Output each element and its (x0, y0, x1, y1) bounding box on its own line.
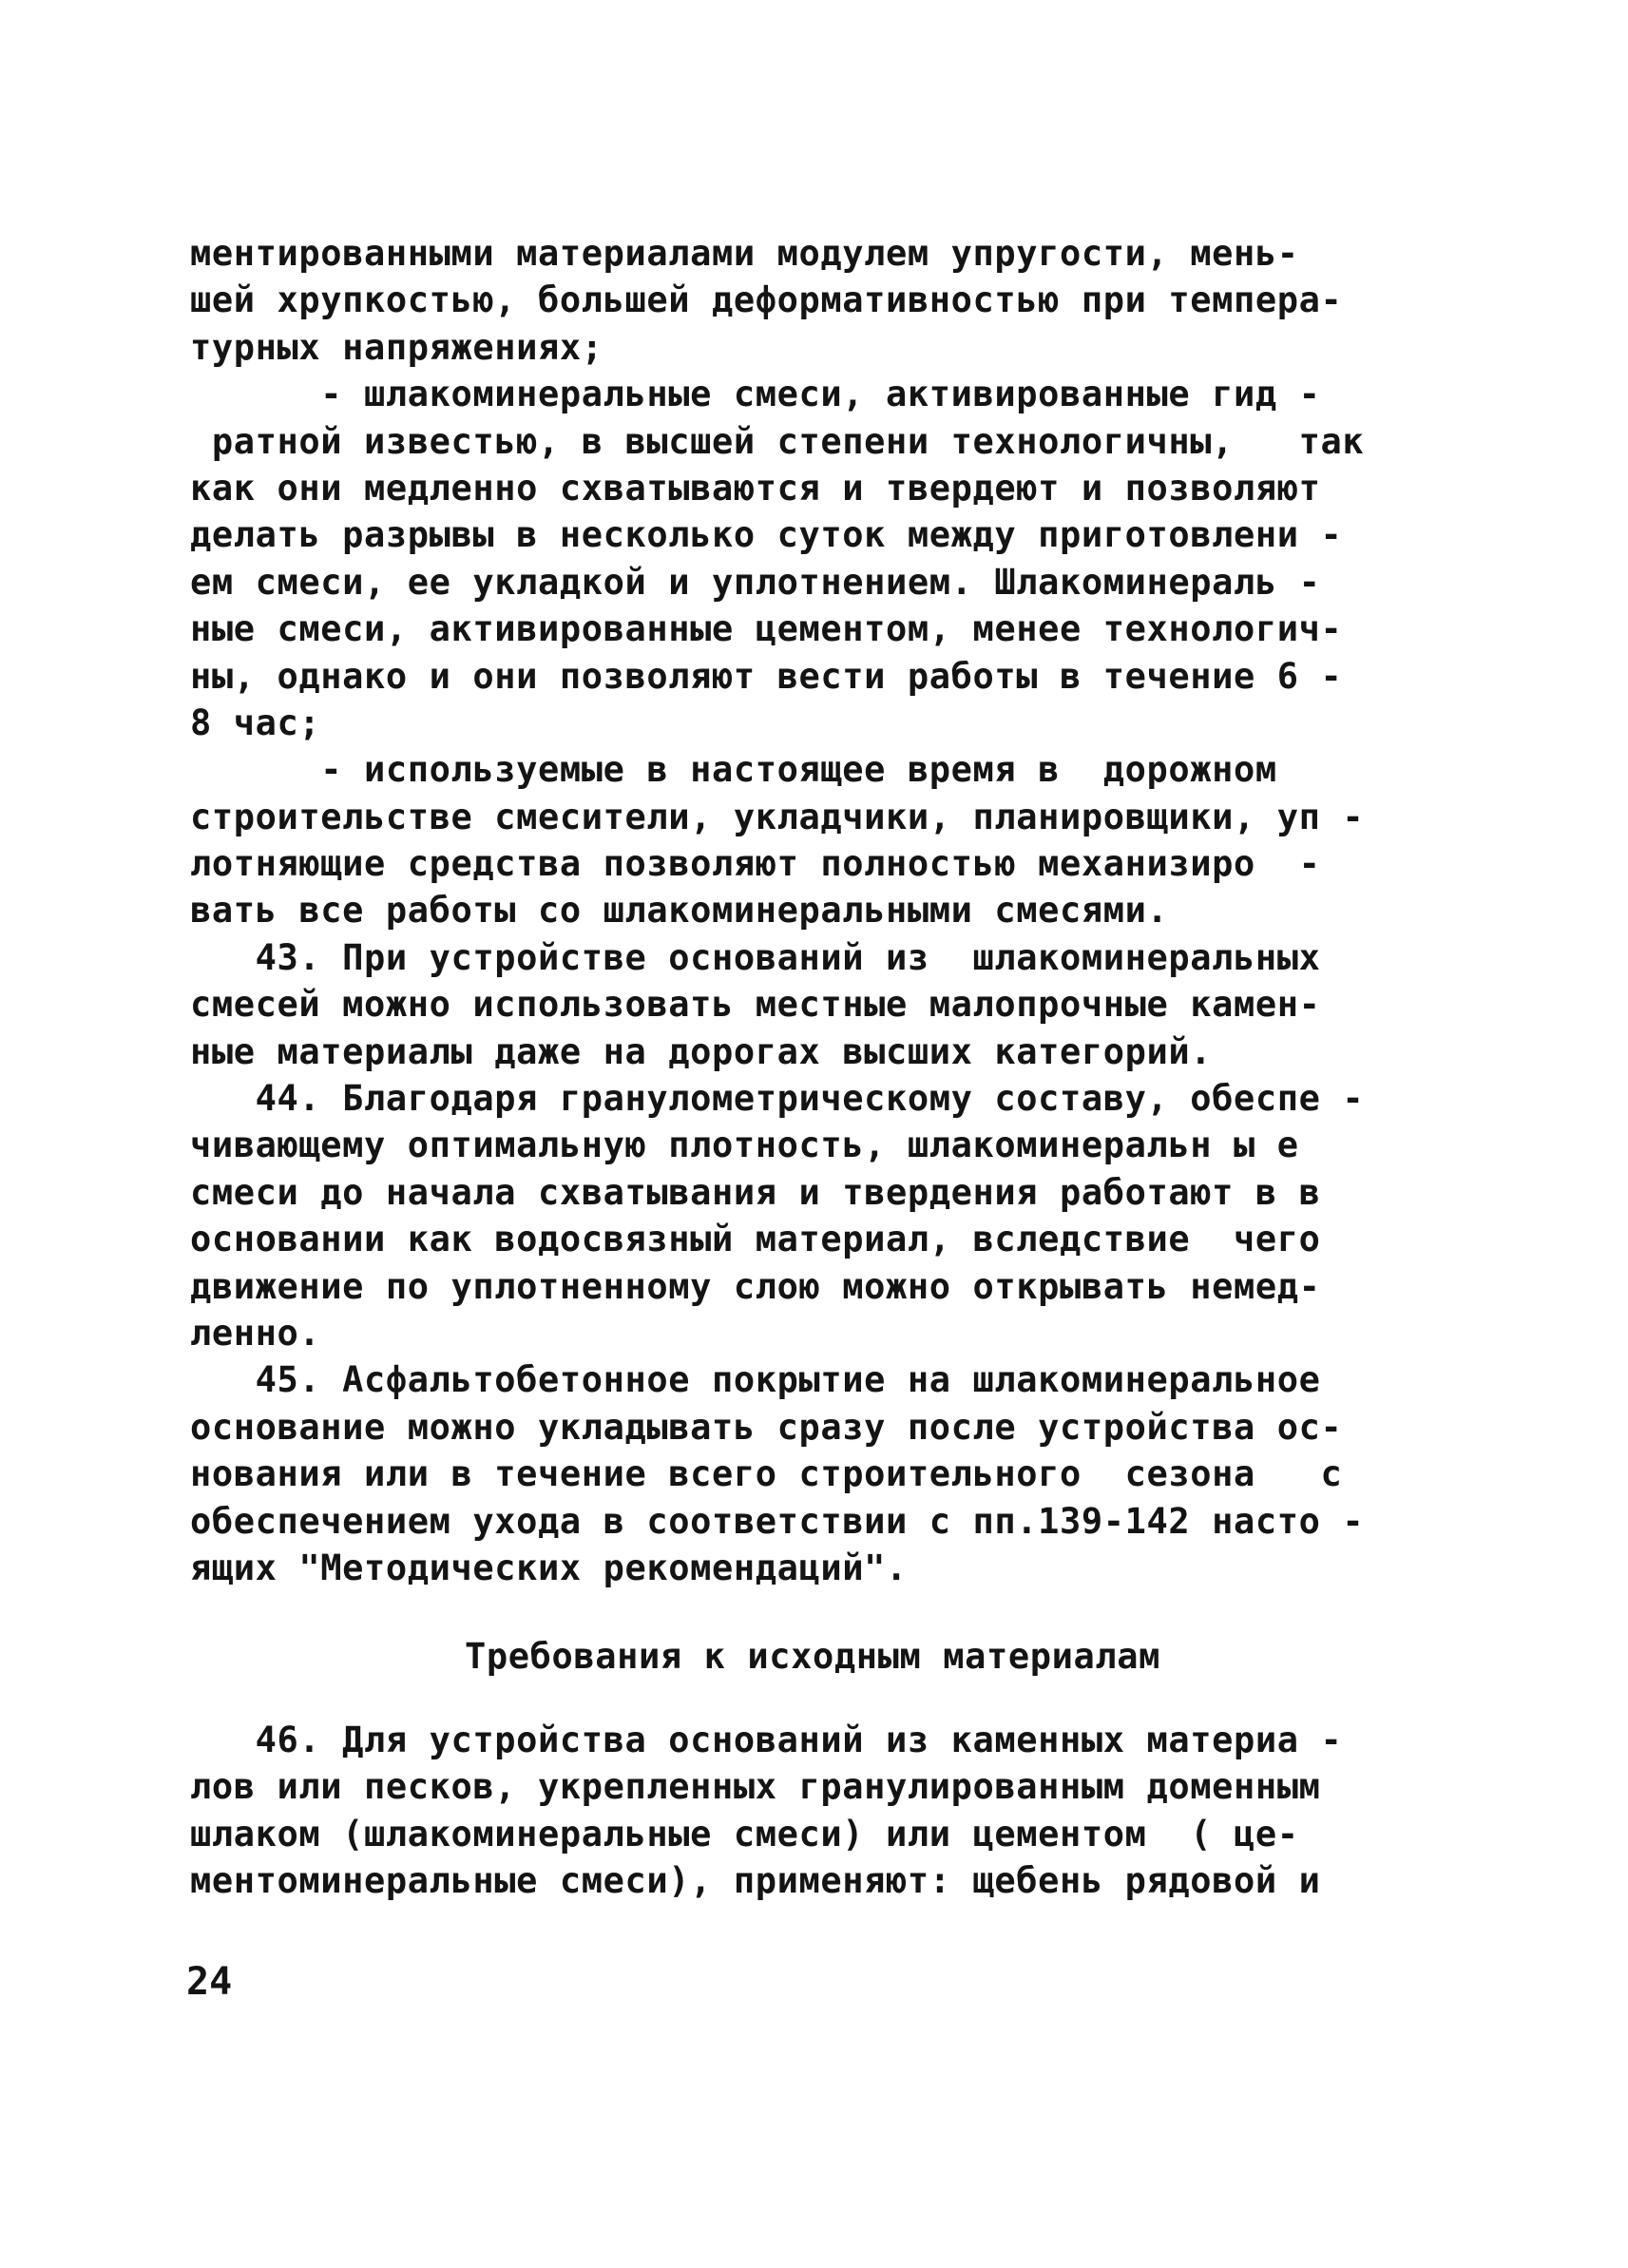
text-line: вать все работы со шлакоминеральными смесями. (190, 890, 1169, 932)
text-line: шлаком (шлакоминеральные смеси) или цементом ( це- (190, 1813, 1299, 1855)
text-line: ящих "Методических рекомендаций". (190, 1547, 908, 1588)
text-line: ментированными материалами модулем упругости, мень- (190, 233, 1299, 274)
text-line: делать разрывы в несколько суток между приготовлени - (190, 514, 1343, 556)
text-line: 45. Асфальтобетонное покрытие на шлакоминеральное (190, 1359, 1321, 1401)
text-line: ратной известью, в высшей степени технологичны, так (190, 420, 1365, 462)
text-line: ные материалы даже на дорогах высших категорий. (190, 1030, 1213, 1072)
section-heading: Требования к исходным материалам (464, 1636, 1161, 1678)
page-number: 24 (186, 1960, 233, 2004)
paragraph-block-2 (190, 1717, 1435, 1905)
text-line: - шлакоминеральные смеси, активированные гид - (190, 374, 1321, 415)
body-text (190, 230, 1435, 1904)
text-line: чивающему оптимальную плотность, шлакоминеральн ы е (190, 1124, 1299, 1166)
text-line: лотняющие средства позволяют полностью механизиро - (190, 843, 1321, 885)
text-line: нования или в течение всего строительного сезона с (190, 1453, 1343, 1495)
text-line: строительстве смесители, укладчики, планировщики, уп - (190, 796, 1365, 837)
text-line: ментоминеральные смеси), применяют: щебень рядовой и (190, 1859, 1321, 1901)
text-line: турных напряжениях; (190, 326, 603, 368)
text-line: ем смеси, ее укладкой и уплотнением. Шлакоминераль - (190, 561, 1321, 603)
text-line: 43. При устройстве оснований из шлакоминеральных (190, 936, 1321, 978)
text-line: - используемые в настоящее время в дорожном (190, 749, 1277, 791)
text-line: 46. Для устройства оснований из каменных материа - (190, 1719, 1343, 1760)
text-line: основании как водосвязный материал, вследствие чего (190, 1219, 1321, 1260)
text-line: обеспечением ухода в соответствии с пп.139-142 насто - (190, 1500, 1365, 1542)
text-line: 8 час; (190, 702, 321, 743)
spacer (190, 1591, 1435, 1633)
text-line: ны, однако и они позволяют вести работы в течение 6 - (190, 655, 1343, 697)
text-line: смеси до начала схватывания и твердения работают в в (190, 1171, 1321, 1213)
text-line: смесей можно использовать местные малопрочные камен- (190, 984, 1321, 1026)
text-line: основание можно укладывать сразу после устройства ос- (190, 1406, 1343, 1448)
text-line: 44. Благодаря гранулометрическому составу, обеспе - (190, 1078, 1365, 1120)
text-line: движение по уплотненному слою можно открывать немед- (190, 1265, 1321, 1307)
text-line: шей хрупкостью, большей деформативностью при темпера- (190, 279, 1343, 321)
text-line: ные смеси, активированные цементом, менее технологич- (190, 608, 1343, 650)
text-line: ленно. (190, 1312, 321, 1354)
spacer (190, 1681, 1435, 1717)
paragraph-block-1 (190, 230, 1435, 1591)
text-line: как они медленно схватываются и твердеют и позволяют (190, 467, 1321, 509)
text-line: лов или песков, укрепленных гранулированным доменным (190, 1766, 1321, 1808)
